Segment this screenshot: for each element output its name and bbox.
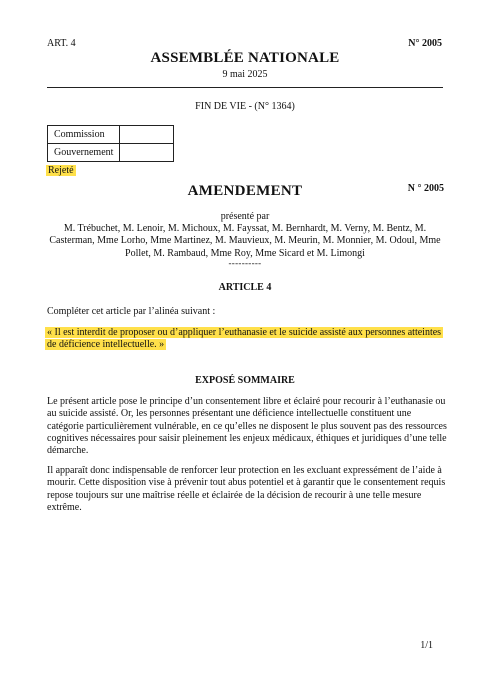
article-reference: ART. 4 xyxy=(47,38,76,49)
separator: ---------- xyxy=(228,258,262,268)
expose-paragraph-2: Il apparaît donc indispensable de renforcer leur protection en les excluant expressément de l’aide à mourir. Cette disposition vise à prévenir tout abus potentiel et à garantir que le consentement requis repose toujours sur une maîtrise réelle et éclairée de la décision de recourir à une telle mesure extrême. xyxy=(47,465,446,513)
amendment-number-header: N° 2005 xyxy=(408,38,442,49)
page-number: 1/1 xyxy=(420,640,433,651)
status-badge: Rejeté xyxy=(48,165,74,176)
assembly-title: ASSEMBLÉE NATIONALE xyxy=(150,50,340,66)
commission-value xyxy=(120,126,174,144)
gouvernement-label: Gouvernement xyxy=(48,144,120,162)
authors-list: M. Trébuchet, M. Lenoir, M. Michoux, M. Fayssat, M. Bernhardt, M. Verny, M. Bentz, M. Casterman, Mme Lorho, Mme Martinez, M. Mauvieux, M. Meurin, M. Monnier, M. Odoul, Mme Pollet, M. Rambaud, Mme Roy, Mme Sicard et M. Limongi xyxy=(49,223,441,259)
article-instruction: Compléter cet article par l’alinéa suivant : xyxy=(47,306,216,317)
article-heading: ARTICLE 4 xyxy=(218,282,272,293)
gouvernement-value xyxy=(120,144,174,162)
header-divider xyxy=(47,87,443,88)
identification-table xyxy=(47,125,174,162)
presented-by-label: présenté par xyxy=(220,211,270,222)
inserted-paragraph xyxy=(45,327,445,351)
amendment-title: AMENDEMENT xyxy=(187,183,303,199)
bill-subject: FIN DE VIE - (N° 1364) xyxy=(195,101,295,112)
inserted-text: « Il est interdit de proposer ou d’appliquer l’euthanasie et le suicide assisté aux personnes atteintes de déficience intellectuelle. » xyxy=(47,327,442,350)
amendment-number: N ° 2005 xyxy=(407,183,444,194)
document-date: 9 mai 2025 xyxy=(222,69,268,80)
table-row xyxy=(48,126,174,144)
expose-heading: EXPOSÉ SOMMAIRE xyxy=(195,375,295,386)
table-row xyxy=(48,144,174,162)
commission-label: Commission xyxy=(48,126,120,144)
expose-paragraph-1: Le présent article pose le principe d’un consentement libre et éclairé pour recourir à l’euthanasie ou au suicide assisté. Or, les personnes présentant une déficience intellectuelle constituent une catégorie particulièrement vulnérable, en ce qu’elles ne disposent le plus souvent pas des ressources cognitives nécessaires pour saisir pleinement les enjeux médicaux, éthiques et juridiques d’une telle démarche. xyxy=(47,396,447,457)
